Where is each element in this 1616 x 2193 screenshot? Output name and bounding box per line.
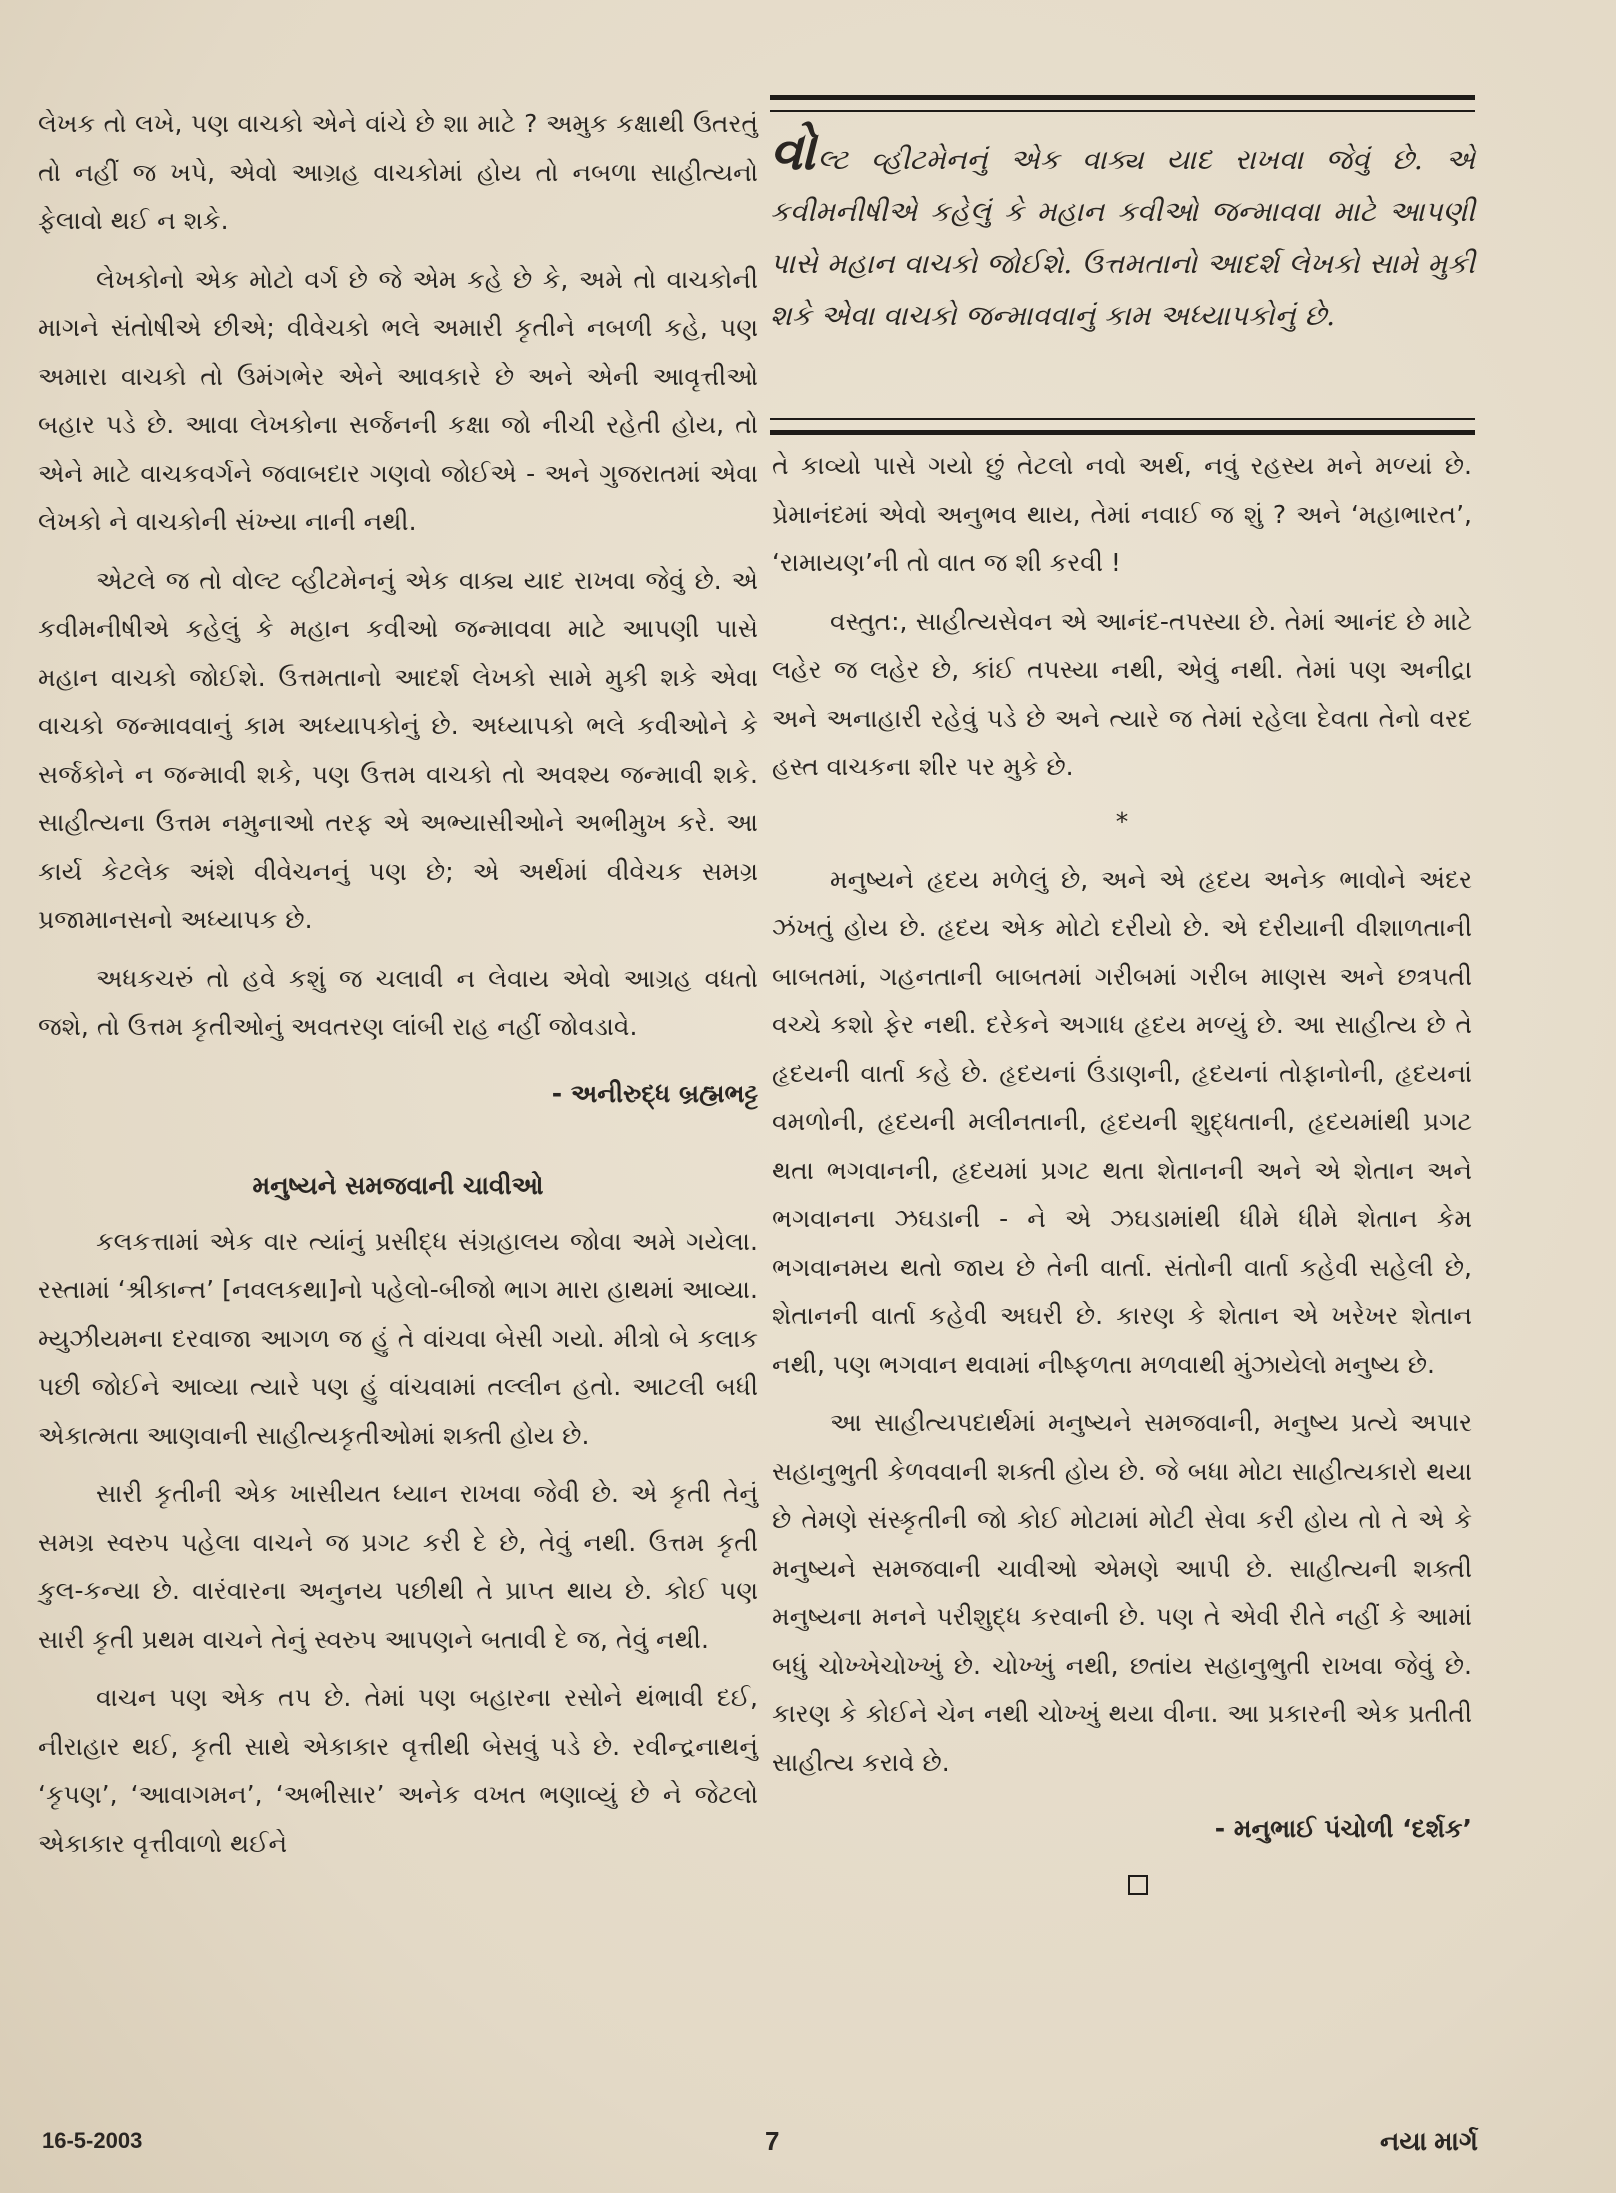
pull-quote-text [770,122,1475,342]
end-of-article-icon [1128,1875,1148,1895]
paragraph: કલકત્તામાં એક વાર ત્યાંનું પ્રસીદ્ધ સંગ્રહાલય જોવા અમે ગયેલા. રસ્તામાં ‘શ્રીકાન્ત’ [નવલકથા]નો પહેલો-બીજો ભાગ મારા હાથમાં આવ્યા. મ્યુઝીયમના દરવાજા આગળ જ હું તે વાંચવા બેસી ગયો. મીત્રો બે કલાક પછી જોઈને આવ્યા ત્યારે પણ હું વાંચવામાં તલ્લીન હતો. આટલી બધી એકાત્મતા આણવાની સાહીત્યકૃતીઓમાં શક્તી હોય છે. [38,1226,758,1450]
article-heading: મનુષ્યને સમજવાની ચાવીઓ [252,1170,544,1200]
paragraph: વસ્તુત:, સાહીત્યસેવન એ આનંદ-તપસ્યા છે. તેમાં આનંદ છે માટે લહેર જ લહેર છે, કાંઈ તપસ્યા નથી, એવું નથી. તેમાં પણ અનીદ્રા અને અનાહારી રહેવું પડે છે અને ત્યારે જ તેમાં રહેલા દેવતા તેનો વરદ હસ્ત વાચકના શીર પર મુકે છે. [772,606,1472,781]
page-number: 7 [765,2126,780,2156]
paragraph: લેખક તો લખે, પણ વાચકો એને વાંચે છે શા માટે ? અમુક કક્ષાથી ઉતરતું તો નહીં જ ખપે, એવો આગ્રહ વાચકોમાં હોય તો નબળા સાહીત્યનો ફેલાવો થઈ ન શકે. [38,109,758,235]
paragraph: વાચન પણ એક તપ છે. તેમાં પણ બહારના રસોને થંભાવી દઈ, નીરાહાર થઈ, કૃતી સાથે એકાકાર વૃત્તીથી બેસવું પડે છે. રવીન્દ્રનાથનું ‘કૃપણ’, ‘આવાગમન’, ‘અભીસાર’ અનેક વખત ભણાવ્યું છે ને જેટલો એકાકાર વૃત્તીવાળો થઈને [38,1683,758,1858]
magazine-name: નયા માર્ગ [1380,2126,1478,2156]
section-separator: * [1115,806,1129,836]
paragraph: તે કાવ્યો પાસે ગયો છું તેટલો નવો અર્થ, નવું રહસ્ય મને મળ્યાં છે. પ્રેમાનંદમાં એવો અનુભવ થાય, તેમાં નવાઈ જ શું ? અને ‘મહાભારત’, ‘રામાયણ’ની તો વાત જ શી કરવી ! [772,451,1472,577]
rule-bottom [770,418,1475,420]
author-signature: - અનીરુદ્ધ બ્રહ્મભટ્ટ [551,1078,758,1108]
page-footer [0,2120,1616,2160]
pull-quote-body: લ્ટ વ્હીટમેનનું એક વાક્ય યાદ રાખવા જેવું છે. એ કવીમનીષીએ કહેલું કે મહાન કવીઓ જન્માવવા માટે આપણી પાસે મહાન વાચકો જોઈશે. ઉત્તમતાનો આદર્શ લેખકો સામે મુકી શકે એવા વાચકો જન્માવવાનું કામ અધ્યાપકોનું છે. [770,143,1475,332]
paragraph: અધકચરું તો હવે કશું જ ચલાવી ન લેવાય એવો આગ્રહ વધતો જશે, તો ઉત્તમ કૃતીઓનું અવતરણ લાંબી રાહ નહીં જોવડાવે. [38,963,758,1041]
pull-quote-dropcap: વો [770,122,818,182]
rule-top [770,110,1475,112]
paragraph: લેખકોનો એક મોટો વર્ગ છે જે એમ કહે છે કે, અમે તો વાચકોની માગને સંતોષીએ છીએ; વીવેચકો ભલે અમારી કૃતીને નબળી કહે, પણ અમારા વાચકો તો ઉમંગભેર એને આવકારે છે અને એની આવૃત્તીઓ બહાર પડે છે. આવા લેખકોના સર્જનની કક્ષા જો નીચી રહેતી હોય, તો એને માટે વાચકવર્ગને જવાબદાર ગણવો જોઈએ - અને ગુજરાતમાં એવા લેખકો ને વાચકોની સંખ્યા નાની નથી. [38,264,758,536]
paragraph: મનુષ્યને હૃદય મળેલું છે, અને એ હૃદય અનેક ભાવોને અંદર ઝંખતું હોય છે. હૃદય એક મોટો દરીયો છે. એ દરીયાની વીશાળતાની બાબતમાં, ગહનતાની બાબતમાં ગરીબમાં ગરીબ માણસ અને છત્રપતી વચ્ચે કશો ફેર નથી. દરેકને અગાધ હૃદય મળ્યું છે. આ સાહીત્ય છે તે હૃદયની વાર્તા કહે છે. હૃદયનાં ઉંડાણની, હૃદયનાં તોફાનોની, હૃદયનાં વમળોની, હૃદયની મલીનતાની, હૃદયની શુદ્ધતાની, હૃદયમાંથી પ્રગટ થતા ભગવાનની, હૃદયમાં પ્રગટ થતા શેતાનની અને એ શેતાન અને ભગવાનના ઝઘડાની - ને એ ઝઘડામાંથી ધીમે ધીમે શેતાન કેમ ભગવાનમય થતો જાય છે તેની વાર્તા. સંતોની વાર્તા કહેવી સહેલી છે, શેતાનની વાર્તા કહેવી અઘરી છે. કારણ કે શેતાન એ ખરેખર શેતાન નથી, પણ ભગવાન થવામાં નીષ્ફળતા મળવાથી મુંઝાયેલો મનુષ્ય છે. [772,864,1472,1379]
paragraph: સારી કૃતીની એક ખાસીયત ધ્યાન રાખવા જેવી છે. એ કૃતી તેનું સમગ્ર સ્વરુપ પહેલા વાચને જ પ્રગટ કરી દે છે, તેવું નથી. ઉત્તમ કૃતી કુલ-કન્યા છે. વારંવારના અનુનય પછીથી તે પ્રાપ્ત થાય છે. કોઈ પણ સારી કૃતી પ્રથમ વાચને તેનું સ્વરુપ આપણને બતાવી દે જ, તેવું નથી. [38,1479,758,1654]
right-column [772,442,1472,1895]
left-column [38,100,758,1878]
author-signature: - મનુભાઈ પંચોળી ‘દર્શક’ [1214,1814,1472,1843]
pull-quote-box [770,95,1475,435]
paragraph: આ સાહીત્યપદાર્થમાં મનુષ્યને સમજવાની, મનુષ્ય પ્રત્યે અપાર સહાનુભુતી કેળવવાની શક્તી હોય છે. જે બધા મોટા સાહીત્યકારો થયા છે તેમણે સંસ્કૃતીની જો કોઈ મોટામાં મોટી સેવા કરી હોય તો તે એ કે મનુષ્યને સમજવાની ચાવીઓ એમણે આપી છે. સાહીત્યની શક્તી મનુષ્યના મનને પરીશુદ્ધ કરવાની છે. પણ તે એવી રીતે નહીં કે આમાં બધું ચોખ્ખેચોખ્ખું છે. ચોખ્ખું નથી, છતાંય સહાનુભુતી રાખવા જેવું છે. કારણ કે કોઈને ચેન નથી ચોખ્ખું થયા વીના. આ પ્રકારની એક પ્રતીતી સાહીત્ય કરાવે છે. [772,1408,1472,1777]
paragraph: એટલે જ તો વોલ્ટ વ્હીટમેનનું એક વાક્ય યાદ રાખવા જેવું છે. એ કવીમનીષીએ કહેલું કે મહાન કવીઓ જન્માવવા માટે આપણી પાસે મહાન વાચકો જોઈશે. ઉત્તમતાનો આદર્શ લેખકો સામે મુકી શકે એવા વાચકો જન્માવવાનું કામ અધ્યાપકોનું છે. અધ્યાપકો ભલે કવીઓને કે સર્જકોને ન જન્માવી શકે, પણ ઉત્તમ વાચકો તો અવશ્ય જન્માવી શકે. સાહીત્યના ઉત્તમ નમુનાઓ તરફ એ અભ્યાસીઓને અભીમુખ કરે. આ કાર્ય કેટલેક અંશે વીવેચનનું પણ છે; એ અર્થમાં વીવેચક સમગ્ર પ્રજામાનસનો અધ્યાપક છે. [38,565,758,934]
issue-date: 16-5-2003 [42,2128,143,2153]
